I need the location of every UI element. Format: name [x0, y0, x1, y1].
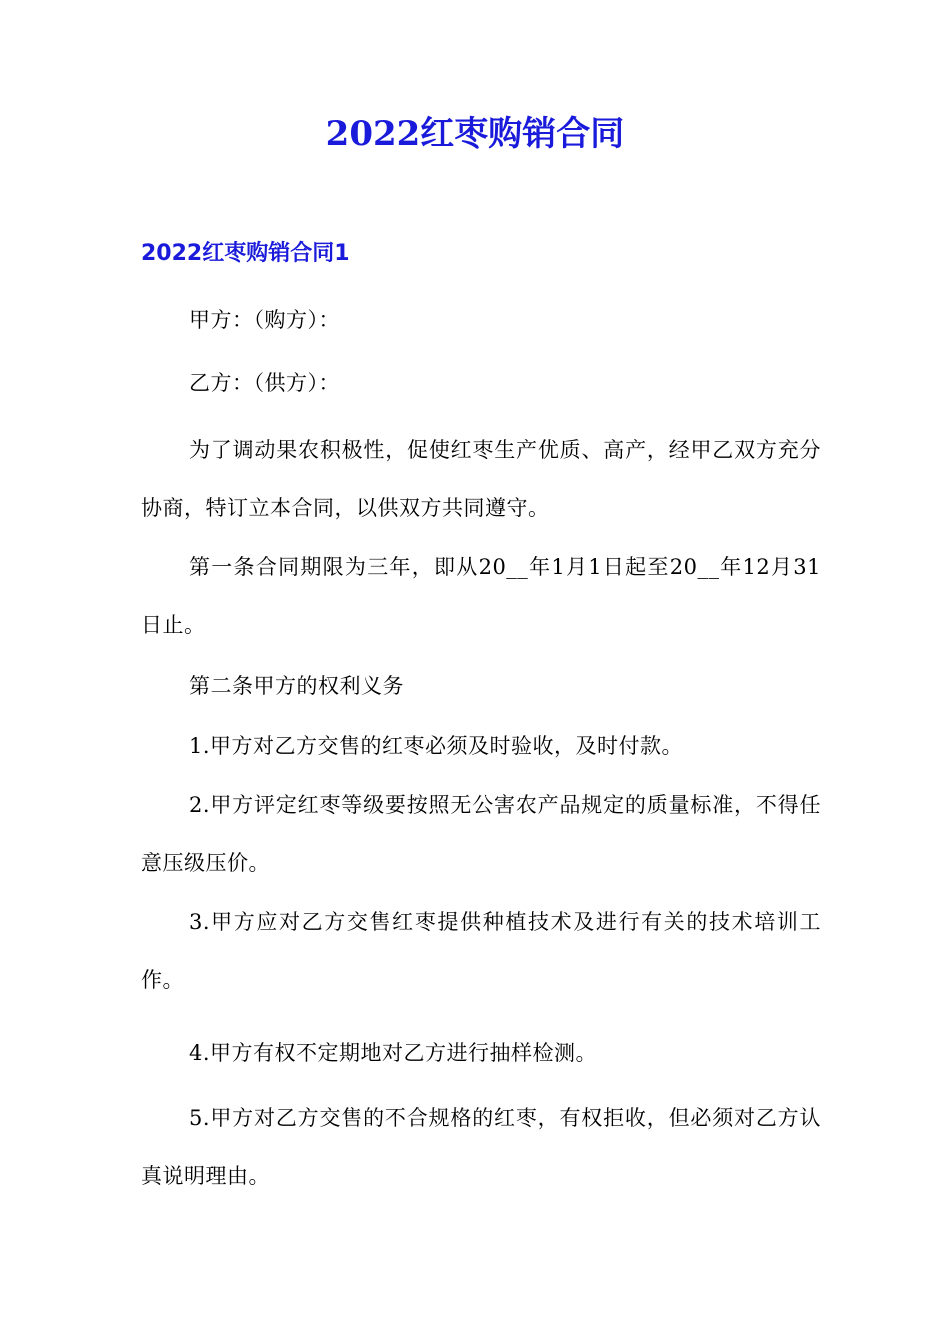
preamble-paragraph: 为了调动果农积极性，促使红枣生产优质、高产，经甲乙双方充分协商，特订立本合同，以供双方共同遵守。	[141, 438, 821, 520]
clause-3: 3.甲方应对乙方交售红枣提供种植技术及进行有关的技术培训工作。	[141, 910, 821, 992]
article-one-paragraph: 第一条合同期限为三年，即从20__年1月1日起至20__年12月31日止。	[141, 555, 821, 637]
clause-4: 4.甲方有权不定期地对乙方进行抽样检测。	[189, 1041, 598, 1065]
article-two-heading: 第二条甲方的权利义务	[189, 674, 404, 698]
clause-5: 5.甲方对乙方交售的不合规格的红枣，有权拒收，但必须对乙方认真说明理由。	[141, 1106, 821, 1188]
party-a-line: 甲方：（购方）：	[189, 308, 340, 332]
clause-1: 1.甲方对乙方交售的红枣必须及时验收，及时付款。	[189, 734, 684, 758]
party-b-line: 乙方：（供方）：	[189, 371, 340, 395]
clause-2: 2.甲方评定红枣等级要按照无公害农产品规定的质量标准，不得任意压级压价。	[141, 793, 821, 875]
document-title: 2022红枣购销合同	[325, 114, 625, 154]
section-heading: 2022红枣购销合同1	[141, 241, 350, 266]
